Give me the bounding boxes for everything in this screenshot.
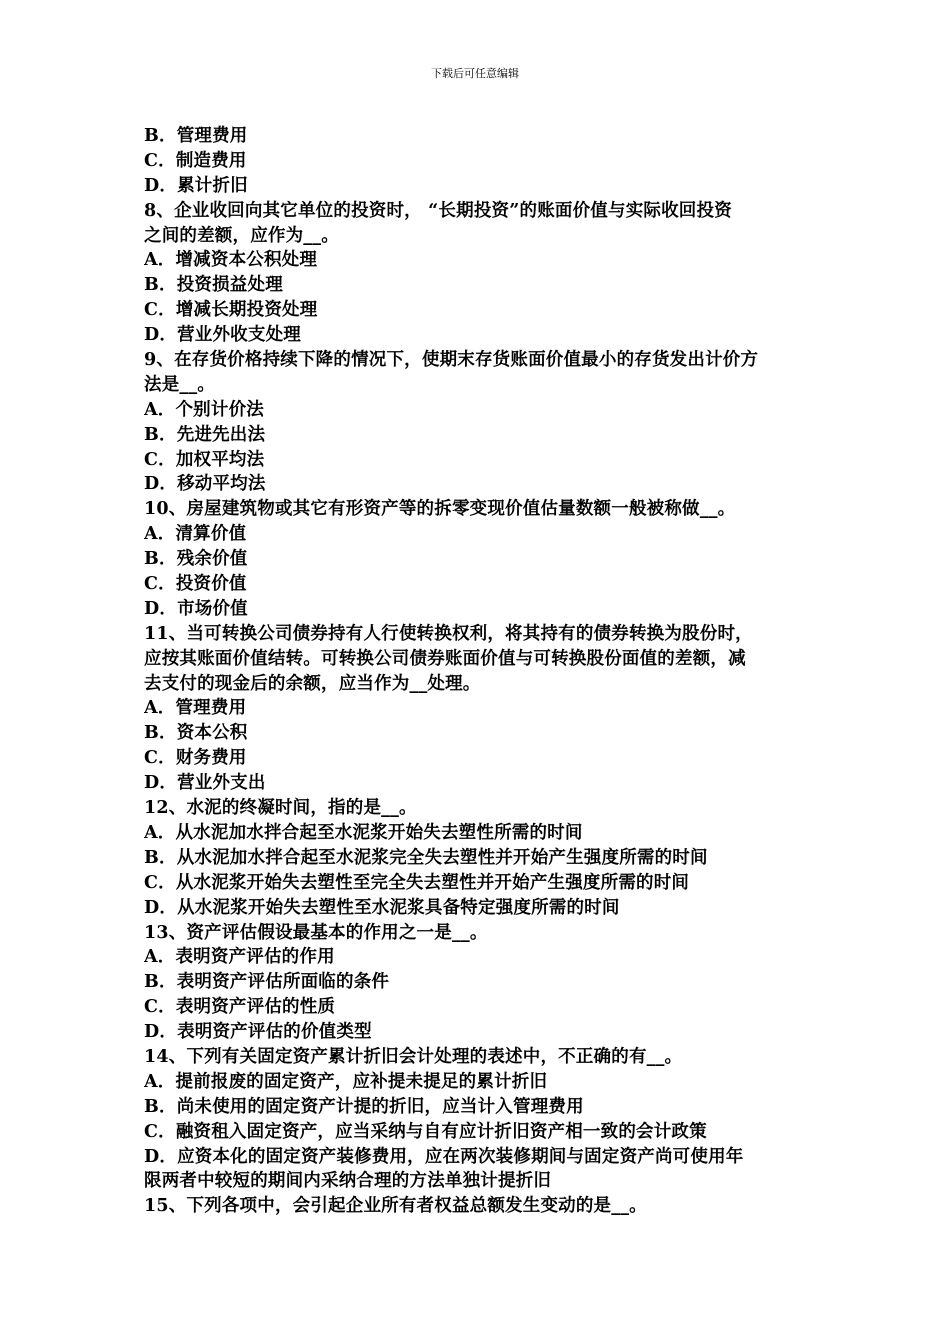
question-line: 11、当可转换公司债券持有人行使转换权利，将其持有的债券转换为股份时， xyxy=(144,623,753,644)
option-line: A．提前报废的固定资产，应补提未提足的累计折旧 xyxy=(144,1071,548,1092)
option-line: B．资本公积 xyxy=(144,723,248,744)
question-line: 12、水泥的终凝时间，指的是__。 xyxy=(144,798,417,819)
option-line: C．增减长期投资处理 xyxy=(144,300,318,321)
option-line: C．加权平均法 xyxy=(144,449,265,470)
option-line: B．残余价值 xyxy=(144,549,248,570)
document-body xyxy=(144,124,810,1219)
option-line: B．尚未使用的固定资产计提的折旧，应当计入管理费用 xyxy=(144,1096,584,1117)
option-line: D．营业外支出 xyxy=(144,773,266,794)
option-line: A．个别计价法 xyxy=(144,399,264,420)
page-header: 下载后可任意编辑 xyxy=(431,67,519,80)
option-line: C．投资价值 xyxy=(144,574,247,595)
option-line: B．管理费用 xyxy=(144,126,248,146)
question-line: 应按其账面价值结转。可转换公司债券账面价值与可转换股份面值的差额，减 xyxy=(144,648,746,669)
question-line: 去支付的现金后的余额，应当作为__处理。 xyxy=(144,673,481,694)
option-line: D．营业外收支处理 xyxy=(144,325,301,346)
option-line: A．管理费用 xyxy=(144,698,247,719)
option-line: C．财务费用 xyxy=(144,748,247,769)
option-line: A．清算价值 xyxy=(144,524,247,545)
question-line: 8、企业收回向其它单位的投资时， “长期投资”的账面价值与实际收回投资 xyxy=(144,200,732,221)
option-line: A．从水泥加水拌合起至水泥浆开始失去塑性所需的时间 xyxy=(144,822,583,843)
option-line: A．表明资产评估的作用 xyxy=(144,947,335,968)
option-line: D．从水泥浆开始失去塑性至水泥浆具备特定强度所需的时间 xyxy=(144,897,620,918)
option-line: C．从水泥浆开始失去塑性至完全失去塑性并开始产生强度所需的时间 xyxy=(144,872,690,893)
question-line: 15、下列各项中，会引起企业所有者权益总额发生变动的是__。 xyxy=(144,1196,647,1217)
question-line: 法是__。 xyxy=(144,374,215,395)
option-line: B．表明资产评估所面临的条件 xyxy=(144,972,390,993)
question-line: 14、下列有关固定资产累计折旧会计处理的表述中，不正确的有__。 xyxy=(144,1046,683,1067)
option-line: D．表明资产评估的价值类型 xyxy=(144,1022,372,1043)
option-line: C．表明资产评估的性质 xyxy=(144,997,336,1018)
option-line: D．移动平均法 xyxy=(144,474,266,495)
question-line: 之间的差额，应作为__。 xyxy=(144,225,339,246)
option-line: D．市场价值 xyxy=(144,598,248,619)
question-line: 10、房屋建筑物或其它有形资产等的拆零变现价值估量数额一般被称做__。 xyxy=(144,499,736,520)
option-line: B．先进先出法 xyxy=(144,424,266,445)
option-line: 限两者中较短的期间内采纳合理的方法单独计提折旧 xyxy=(144,1171,552,1192)
option-line: D．应资本化的固定资产装修费用，应在两次装修期间与固定资产尚可使用年 xyxy=(144,1146,744,1167)
option-line: C．制造费用 xyxy=(144,150,247,171)
option-line: C．融资租入固定资产，应当采纳与自有应计折旧资产相一致的会计政策 xyxy=(144,1121,707,1142)
question-line: 13、资产评估假设最基本的作用之一是__。 xyxy=(144,922,488,943)
option-line: D．累计折旧 xyxy=(144,175,248,196)
question-line: 9、在存货价格持续下降的情况下，使期末存货账面价值最小的存货发出计价方 xyxy=(144,350,759,371)
option-line: A．增减资本公积处理 xyxy=(144,250,318,271)
option-line: B．投资损益处理 xyxy=(144,275,283,296)
option-line: B．从水泥加水拌合起至水泥浆完全失去塑性并开始产生强度所需的时间 xyxy=(144,847,708,868)
